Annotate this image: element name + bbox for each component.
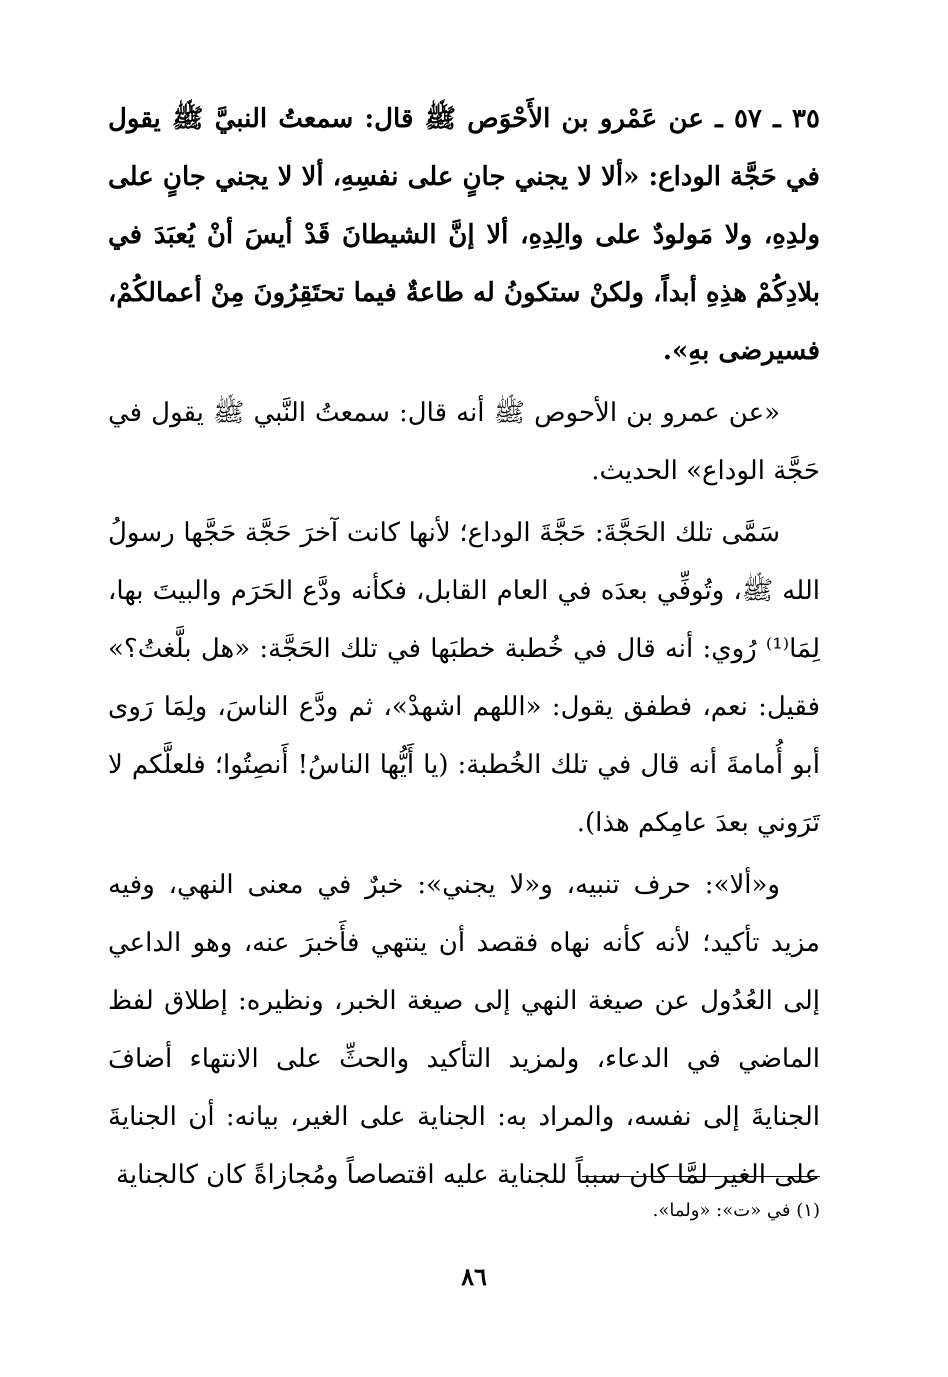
footnote-separator — [582, 1176, 820, 1177]
main-text — [108, 90, 820, 1208]
commentary-paragraph-1: «عن عمرو بن الأحوص ﷺ أنه قال: سمعتُ النَّبي ﷺ يقول في حَجَّة الوداع» الحديث. — [108, 398, 820, 486]
footnote: (١) في «ت»: «ولما». — [652, 1200, 820, 1221]
commentary-paragraph-3: و«ألا»: حرف تنبيه، و«لا يجني»: خبرٌ في معنى النهي، وفيه مزيد تأكيد؛ لأنه كأنه نهاه فقصد أن ينتهي فأَخبرَ عنه، وهو الداعي إلى العُدُول عن صيغة النهي إلى صيغة الخبر، ونظيره: إطلاق لفظ الماضي في الدعاء، ولمزيد التأكيد والحثِّ على الانتهاء أضافَ الجنايةَ إلى نفسه، والمراد به: الجناية على الغير، بيانه: أن الجنايةَ على الغير لمَّا كان سبباً للجناية عليه اقتصاصاً ومُجازاةً كان كالجناية — [108, 870, 820, 1190]
hadith-paragraph: ٣٥ ـ ٥٧ ـ عن عَمْرو بن الأَحْوَص ﷺ قال: سمعتُ النبيَّ ﷺ يقول في حَجَّة الوداع: «ألا لا يجني جانٍ على نفسِهِ، ألا لا يجني جانٍ على ولدِهِ، ولا مَولودٌ على والِدِهِ، ألا إنَّ الشيطانَ قَدْ أيسَ أنْ يُعبَدَ في بلادِكُمْ هذِهِ أبداً، ولكنْ ستكونُ له طاعةٌ فيما تحتَقِرُونَ مِنْ أعمالكُمْ، فسيرضى بهِ». — [108, 104, 820, 366]
page-number: ٨٦ — [461, 1262, 487, 1291]
commentary-paragraph-2: سَمَّى تلك الحَجَّةَ: حَجَّةَ الوداع؛ لأنها كانت آخرَ حَجَّة حَجَّها رسولُ الله ﷺ، وتُوفِّي بعدَه في العام القابل، فكأنه ودَّع الحَرَم والبيتَ بها، لِمَا⁽¹⁾ رُوي: أنه قال في خُطبة خطبَها في تلك الحَجَّة: «هل بلَّغتُ؟» فقيل: نعم، فطفق يقول: «اللهم اشهدْ»، ثم ودَّع الناسَ، ولِمَا رَوى أبو أُمامةَ أنه قال في تلك الخُطبة: (يا أَيُّها الناسُ! أَنصِتُوا؛ فلعلَّكم لا تَرَوني بعدَ عامِكم هذا). — [108, 518, 820, 838]
